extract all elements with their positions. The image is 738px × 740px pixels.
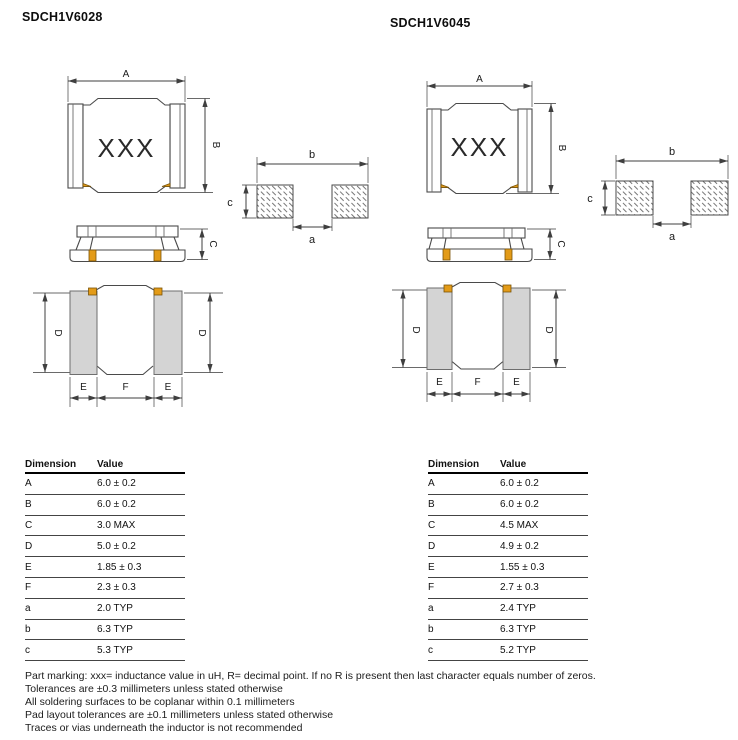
dim-B-label: B — [556, 144, 567, 152]
table-row: c 5.2 TYP — [428, 640, 588, 661]
table-row: a 2.4 TYP — [428, 599, 588, 620]
dim-a-label: a — [668, 231, 676, 243]
terminal-mark — [89, 288, 97, 295]
col-header-dimension: Dimension — [25, 459, 77, 470]
col-header-value: Value — [500, 459, 527, 470]
dim-C-label: C — [555, 240, 566, 248]
terminal-mark — [444, 285, 452, 292]
dim-b-label: b — [668, 146, 676, 158]
table-row: a 2.0 TYP — [25, 599, 185, 620]
footnote-line: Part marking: xxx= inductance value in uH, R= decimal point. If no R is present then last character equals number of zeros. — [25, 670, 596, 682]
footnote-line: Traces or vias underneath the inductor is not recommended — [25, 722, 303, 734]
col-header-value: Value — [97, 459, 124, 470]
terminal-mark — [503, 285, 511, 292]
dimension-table-right — [428, 457, 588, 661]
dim-D-label: D — [52, 329, 63, 337]
dim-D-label: D — [196, 329, 207, 337]
footnote-line: Tolerances are ±0.3 millimeters unless stated otherwise — [25, 683, 283, 695]
table-row: F 2.7 ± 0.3 — [428, 578, 588, 599]
left-terminal-flange — [427, 109, 441, 192]
table-row: B 6.0 ± 0.2 — [428, 495, 588, 516]
footnote-line: All soldering surfaces to be coplanar within 0.1 millimeters — [25, 696, 295, 708]
dim-c-label: c — [587, 193, 593, 205]
table-row: b 6.3 TYP — [428, 620, 588, 641]
table-row: C 3.0 MAX — [25, 516, 185, 537]
part-title-right: SDCH1V6045 — [390, 16, 471, 30]
dim-A-label: A — [122, 69, 130, 80]
side-view-right — [427, 228, 566, 262]
footnotes — [25, 670, 720, 735]
dim-F-label: F — [122, 382, 129, 393]
table-row: C 4.5 MAX — [428, 516, 588, 537]
terminal-mark — [89, 250, 96, 261]
part-marking: XXX — [450, 132, 509, 162]
terminal-pad — [503, 288, 530, 370]
top-view-right — [427, 74, 567, 194]
bottom-view-left — [33, 286, 223, 408]
dim-C-label: C — [207, 240, 218, 248]
table-row: b 6.3 TYP — [25, 620, 185, 641]
terminal-pad — [70, 291, 97, 375]
dim-B-label: B — [210, 141, 221, 149]
table-row: A 6.0 ± 0.2 — [25, 474, 185, 495]
dim-A-label: A — [476, 74, 483, 85]
table-header — [25, 457, 185, 474]
dim-E-label: E — [513, 377, 520, 388]
table-row: F 2.3 ± 0.3 — [25, 578, 185, 599]
table-row: E 1.55 ± 0.3 — [428, 557, 588, 578]
table-row: B 6.0 ± 0.2 — [25, 495, 185, 516]
dim-D-label: D — [543, 326, 554, 334]
solder-pad — [257, 185, 293, 218]
dim-E-label: E — [436, 377, 443, 388]
dim-E-label: E — [80, 382, 87, 393]
terminal-mark — [154, 288, 162, 295]
table-row: E 1.85 ± 0.3 — [25, 557, 185, 578]
table-row: c 5.3 TYP — [25, 640, 185, 661]
table-row: A 6.0 ± 0.2 — [428, 474, 588, 495]
top-view-left — [68, 69, 221, 193]
terminal-pad — [427, 288, 452, 370]
dim-a-label: a — [308, 234, 316, 246]
solder-pad — [691, 181, 728, 215]
solder-pad — [332, 185, 368, 218]
footnote-line: Pad layout tolerances are ±0.1 millimeters unless stated otherwise — [25, 709, 334, 721]
terminal-mark — [505, 249, 512, 260]
col-header-dimension: Dimension — [428, 459, 480, 470]
right-terminal-flange — [170, 104, 185, 188]
terminal-pad — [154, 291, 182, 375]
table-row: D 4.9 ± 0.2 — [428, 536, 588, 557]
solder-pad — [616, 181, 653, 215]
views-left — [33, 69, 368, 407]
views-right — [392, 74, 728, 402]
pad-layout-right — [587, 146, 728, 243]
left-terminal-flange — [68, 104, 83, 188]
table-row: D 5.0 ± 0.2 — [25, 536, 185, 557]
pad-layout-left — [227, 149, 368, 246]
terminal-mark — [443, 249, 450, 260]
dimension-table-left — [25, 457, 185, 661]
table-header — [428, 457, 588, 474]
dim-c-label: c — [227, 197, 233, 209]
dim-b-label: b — [308, 149, 316, 161]
part-title-left: SDCH1V6028 — [22, 10, 103, 24]
dim-E-label: E — [164, 382, 172, 393]
dim-F-label: F — [474, 377, 481, 388]
side-view-left — [70, 226, 218, 262]
terminal-mark — [154, 250, 161, 261]
part-marking: XXX — [97, 133, 156, 163]
right-terminal-flange — [518, 109, 532, 192]
bottom-view-right — [392, 283, 566, 403]
dim-D-label: D — [410, 326, 421, 334]
